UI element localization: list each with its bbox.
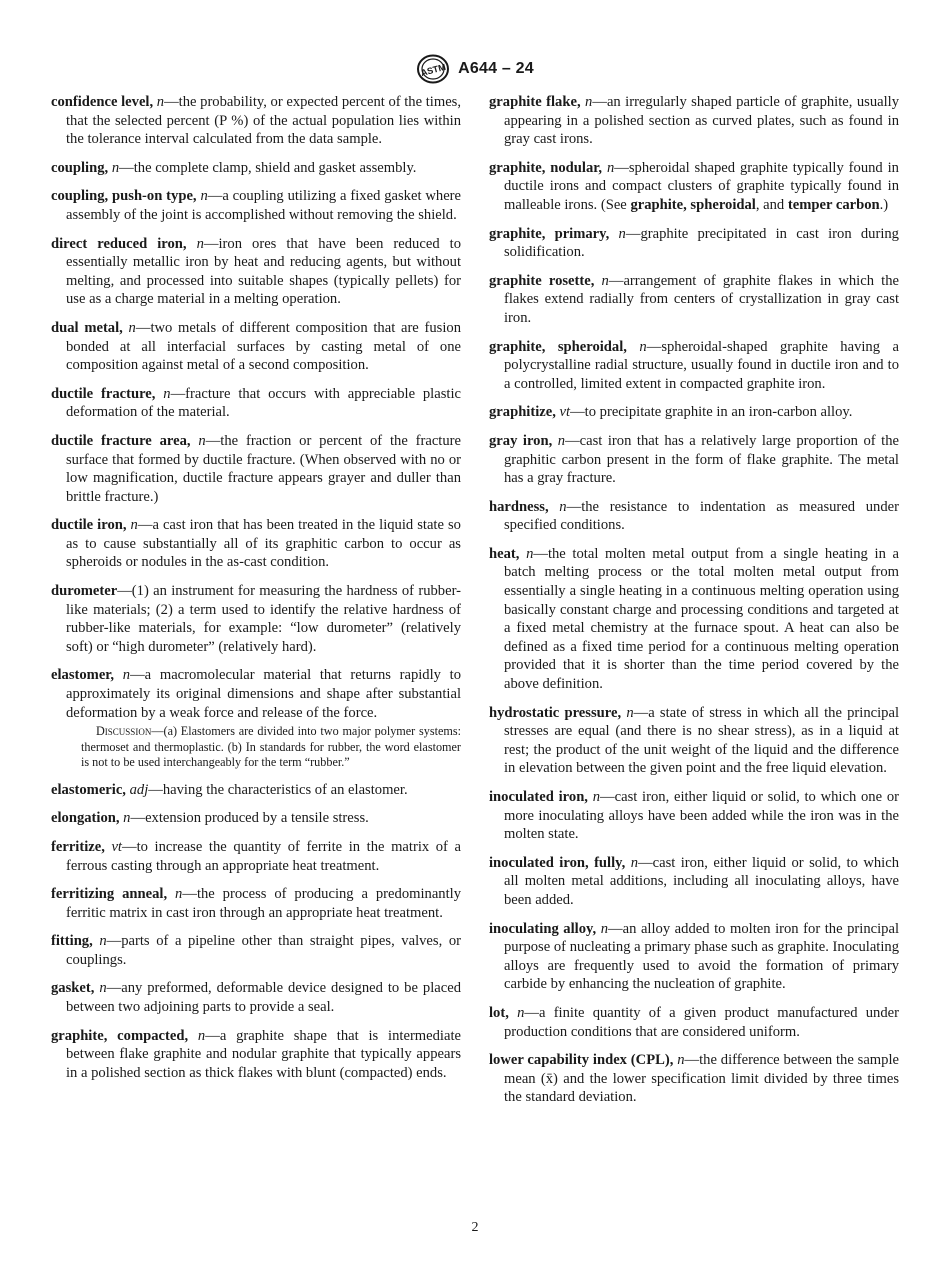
glossary-entry [51,809,461,828]
part-of-speech: n [585,94,593,110]
discussion-label: Discussion [96,724,152,739]
discussion-note [81,724,461,771]
glossary-entry [51,187,461,224]
definition-text: .) [879,196,889,213]
page-header [0,54,950,84]
astm-logo-icon [416,54,450,84]
part-of-speech: n [600,920,609,937]
definition-text: —any preformed, deformable device designed to be placed between two adjoining parts to provide a seal. [66,980,461,1016]
left-column [51,93,461,1092]
glossary-term: confidence level, [51,94,157,110]
definition-text: —an irregularly shaped particle of graphite, usually appearing in a polished section as curved plates, such as found in gray cast irons. [504,94,900,148]
definition-text: —spheroidal-shaped graphite having a polycrystalline radial structure, usually found in ductile iron and to a controlled, limited extent in compacted graphite iron. [504,338,899,392]
definition-text: —a finite quantity of a given product manufactured under production conditions that are considered uniform. [504,1004,899,1040]
glossary-term: inoculated iron, fully, [489,854,631,871]
definition-text: —a macromolecular material that returns rapidly to approximately its original dimensions and shape after substantial deformation by a weak force and release of the force. [66,667,461,721]
definition-text: —having the characteristics of an elastomer. [148,781,408,798]
glossary-entry [51,979,461,1016]
definition-text: —parts of a pipeline other than straight pipes, valves, or couplings. [66,933,461,968]
document-designation: A644 – 24 [458,60,534,77]
glossary-term: gray iron, [489,432,558,449]
definition-text: —the fraction or percent of the fracture surface that formed by ductile fracture. (When observed with no or low magnification, ductile fracture appears grayer and duller than brittle fracture.) [66,432,461,505]
glossary-entry [51,932,461,969]
part-of-speech: n [196,235,204,252]
part-of-speech: n [175,886,183,903]
part-of-speech: n [592,789,601,805]
definition-text: —the resistance to indentation as measured under specified conditions. [504,498,899,534]
glossary-entry [489,225,899,262]
glossary-entry [489,403,899,422]
part-of-speech: n [99,980,107,997]
glossary-entry [51,319,461,375]
definition-text: —arrangement of graphite flakes in which the flakes extend radially from centers of crystallization in gray cast iron. [504,272,899,326]
cross-reference: graphite, spheroidal [630,196,756,213]
glossary-term: graphite rosette, [489,272,602,289]
discussion-text: —(a) Elastomers are divided into two major polymer systems: thermoset and thermoplastic. (b) In standards for rubber, the word elastomer is not to be used interchangeably for the term “rubber.” [81,724,461,770]
part-of-speech: n [200,188,208,205]
glossary-entry [51,432,461,506]
definition-text: —(1) an instrument for measuring the hardness of rubber-like materials; (2) a term used to identify the relative hardness of rubber-like materials, for example: “low durometer” (relatively soft) or “high durometer” (relatively hard). [66,583,461,655]
part-of-speech: n [163,385,171,402]
glossary-entry [489,498,899,535]
glossary-term: fitting, [51,933,100,950]
glossary-term: direct reduced iron, [51,235,197,252]
part-of-speech: n [130,517,138,534]
part-of-speech: n [626,704,634,721]
part-of-speech: n [156,94,165,110]
glossary-term: lot, [489,1004,518,1021]
definition-text: —to increase the quantity of ferrite in the matrix of a ferrous casting through an appropriate heat treatment. [66,838,461,874]
part-of-speech: adj [129,781,149,798]
glossary-term: hydrostatic pressure, [489,704,627,721]
part-of-speech: n [601,272,609,289]
glossary-term: elastomeric, [51,781,130,798]
definition-text: —the difference between the sample mean (x̄) and the lower specification limit divided by three times the standard deviation. [504,1052,899,1106]
part-of-speech: vt [559,404,571,421]
glossary-entry [51,838,461,875]
definition-text: —to precipitate graphite in an iron-carbon alloy. [570,404,853,421]
glossary-entry [51,666,461,770]
part-of-speech: n [677,1052,685,1069]
glossary-term: graphitize, [489,404,560,421]
glossary-term: ductile iron, [51,517,131,534]
glossary-term: inoculating alloy, [489,920,601,937]
part-of-speech: n [122,667,131,684]
definition-text: —a state of stress in which all the principal stresses are equal (and there is no shear stress), as in a liquid at rest; the product of the unit weight of the liquid and the difference in elevation between the given point and the free liquid elevation. [504,704,899,777]
definition-text: —a graphite shape that is intermediate between flake graphite and nodular graphite that typically appears in a polished section as thick flakes with blunt (compacted) ends. [66,1027,461,1081]
part-of-speech: n [526,545,534,562]
glossary-term: lower capability index (CPL), [489,1052,678,1069]
part-of-speech: n [111,159,120,176]
glossary-term: elongation, [51,810,124,827]
definition-text: —two metals of different composition that are fusion bonded at all interfacial surfaces by casting metal of one composition against metal of a second composition. [66,319,462,374]
definition-text: —spheroidal shaped graphite typically found in ductile irons and compact clusters of graphite typically found in malleable irons. (See [504,159,899,213]
glossary-entry [489,272,899,328]
part-of-speech: n [197,1027,206,1044]
glossary-term: hardness, [489,498,560,515]
glossary-entry [489,1051,899,1107]
glossary-entry [489,545,899,694]
definition-text: , and [755,196,788,213]
glossary-term: durometer [51,583,118,600]
definition-text: —the complete clamp, shield and gasket assembly. [119,159,417,176]
glossary-entry [51,235,461,309]
part-of-speech: n [630,854,639,871]
glossary-term: ductile fracture, [51,385,164,402]
glossary-term: elastomer, [51,667,123,684]
glossary-term: inoculated iron, [489,789,593,805]
glossary-entry [51,159,461,178]
part-of-speech: n [559,498,567,515]
glossary-entry [489,704,899,778]
glossary-entry [51,385,461,422]
part-of-speech: n [123,810,131,827]
glossary-term: coupling, push-on type, [51,188,201,205]
glossary-term: graphite flake, [489,94,586,110]
part-of-speech: n [128,319,136,336]
definition-text: —fracture that occurs with appreciable plastic deformation of the material. [66,385,461,421]
definition-text: —the probability, or expected percent of the times, that the selected percent (P %) of the actual population lies within the tolerance interval calculated from the data sample. [66,94,461,148]
part-of-speech: n [557,432,566,449]
glossary-term: heat, [489,545,527,562]
part-of-speech: n [618,225,626,242]
glossary-term: graphite, primary, [489,225,619,242]
definition-text: —a coupling utilizing a fixed gasket where assembly of the joint is accomplished without removing the shield. [66,188,462,223]
definition-text: —extension produced by a tensile stress. [130,810,369,827]
glossary-entry [51,516,461,572]
glossary-entry [489,1004,899,1041]
part-of-speech: n [517,1004,525,1021]
part-of-speech: vt [111,838,122,855]
glossary-entry [489,788,899,844]
glossary-entry [51,781,461,800]
glossary-entry [489,854,899,910]
glossary-entry [51,93,461,149]
cross-reference: temper carbon [787,196,880,213]
glossary-entry [489,432,899,488]
definition-text: —the total molten metal output from a single heating in a batch melting process or the total molten metal output from essentially a single heating in a continuous melting operation using basically constant charge and processing conditions and targeted at a fixed metal chemistry at the furnace spout. A heat can also be defined as a fixed time period for a continuous melting operation provided that it is shorter than the time period covered by the above definition. [504,545,899,693]
definition-text: —a cast iron that has been treated in the liquid state so as to cause substantially all of its graphitic carbon to occur as spheroids or nodules in the as-cast condition. [66,517,461,571]
glossary-term: graphite, nodular, [489,159,607,176]
glossary-entry [489,93,899,149]
glossary-term: ferritize, [51,838,112,855]
definition-text: —an alloy added to molten iron for the principal purpose of nucleating a primary phase such as graphite. Inoculating alloys are frequently used to avoid the formation of primary carbide by enhancing the nucleation of graphite. [504,920,900,993]
svg-text:ASTM: ASTM [419,61,448,79]
glossary-entry [51,885,461,922]
part-of-speech: n [99,933,107,950]
part-of-speech: n [606,159,615,176]
definition-text: —iron ores that have been reduced to essentially metallic iron by heat and reducing agents, but without melting, and processed into suitable shapes (typically pellets) for use as a charge material in a melting operation. [66,235,461,308]
glossary-term: ferritizing anneal, [51,886,176,903]
definition-text: —cast iron, either liquid or solid, to which all molten metal additions, including all inoculating alloys, have been added. [504,854,899,908]
glossary-entry [51,1027,461,1083]
definition-text: —graphite precipitated in cast iron during solidification. [504,225,899,261]
glossary-entry [489,338,899,394]
definition-text: —cast iron, either liquid or solid, to which one or more inoculating alloys have been added while the iron was in the molten state. [504,789,899,843]
glossary-term: dual metal, [51,319,129,336]
glossary-term: graphite, spheroidal, [489,338,640,355]
glossary-term: ductile fracture area, [51,432,199,449]
page-number: 2 [471,1220,479,1235]
glossary-entry [489,159,899,215]
glossary-term: gasket, [51,980,100,997]
definition-text: —cast iron that has a relatively large proportion of the graphitic carbon present in the form of flake graphite. The metal has a gray fracture. [504,432,900,487]
glossary-entry [489,920,899,994]
part-of-speech: n [639,338,647,355]
glossary-entry [51,582,461,656]
definition-text: —the process of producing a predominantly ferritic matrix in cast iron through an appropriate heat treatment. [66,886,461,921]
glossary-term: graphite, compacted, [51,1027,198,1044]
right-column [489,93,899,1117]
glossary-term: coupling, [51,159,112,176]
part-of-speech: n [198,432,206,449]
